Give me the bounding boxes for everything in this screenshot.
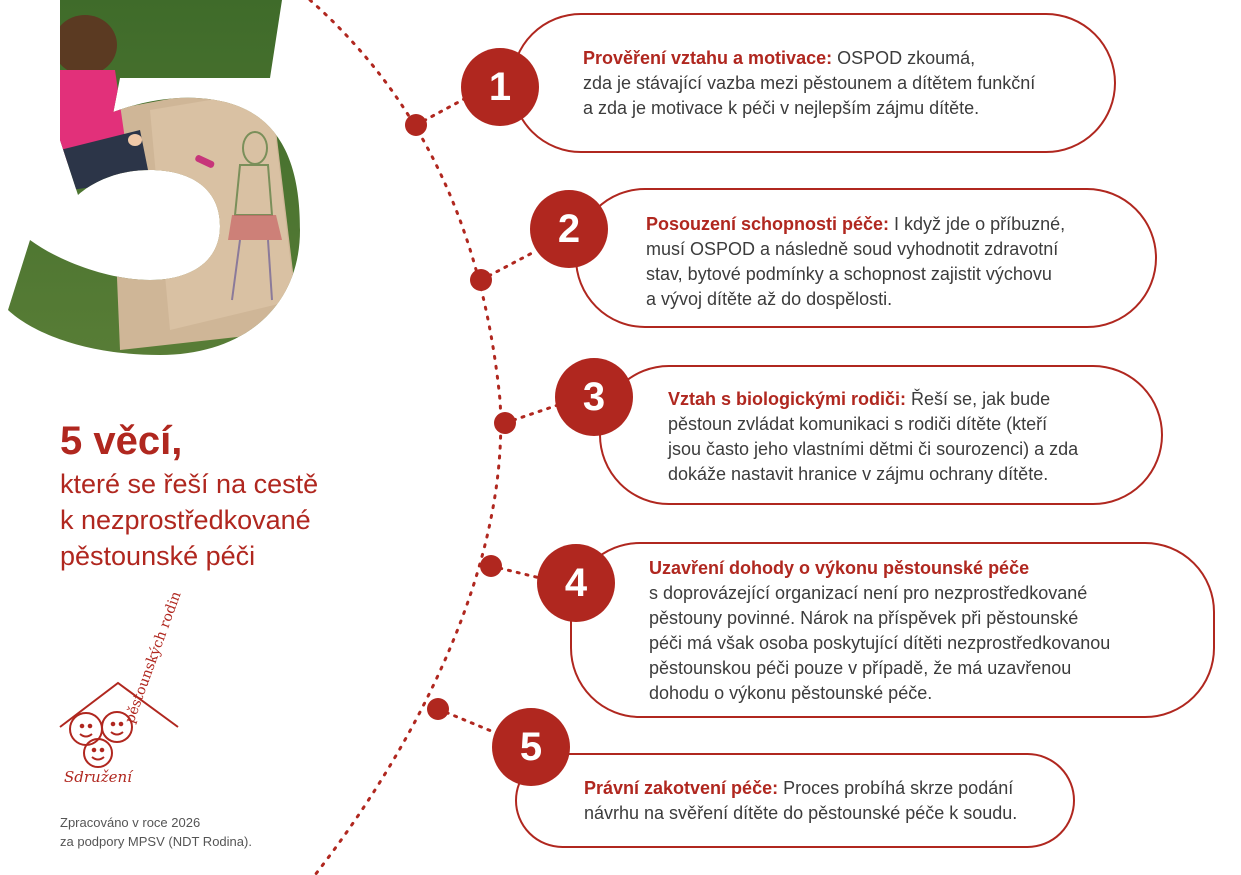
step-title-5: Právní zakotvení péče:: [584, 778, 779, 798]
step-number-5: 5: [492, 708, 570, 786]
step-line: Řeší se, jak bude: [906, 389, 1051, 409]
step-line: I když jde o příbuzné,: [889, 214, 1066, 234]
step-title-3: Vztah s biologickými rodiči:: [668, 389, 907, 409]
step-line: pěstoun zvládat komunikaci s rodiči dítěte (kteří: [668, 414, 1048, 434]
step-text-4: [649, 556, 1209, 706]
logo-arc-text: pěstounských rodin: [122, 589, 185, 726]
path-dot-1: [405, 114, 427, 136]
five-photo: [0, 0, 310, 360]
logo-bottom-text: Sdružení: [64, 768, 132, 786]
headline-subtitle-line: pěstounské péči: [60, 541, 256, 571]
step-text-2: [646, 212, 1146, 312]
step-number-2: 2: [530, 190, 608, 268]
footnote-line: Zpracováno v roce 2026: [60, 815, 201, 830]
step-title-1: Prověření vztahu a motivace:: [583, 48, 833, 68]
step-title-4: Uzavření dohody o výkonu pěstounské péče: [649, 558, 1030, 578]
footnote-line: za podpory MPSV (NDT Rodina).: [60, 834, 252, 849]
footnote: [60, 813, 360, 851]
step-line: zda je stávající vazba mezi pěstounem a dítětem funkční: [583, 73, 1036, 93]
path-dot-3: [494, 412, 516, 434]
step-line: péči má však osoba poskytující dítěti nezprostředkovanou: [649, 633, 1111, 653]
headline-subtitle-line: které se řeší na cestě: [60, 469, 319, 499]
step-line: pěstounskou péči pouze v případě, že má uzavřenou: [649, 658, 1072, 678]
headline-subtitle-line: k nezprostředkované: [60, 505, 311, 535]
step-line: návrhu na svěření dítěte do pěstounské péče k soudu.: [584, 803, 1018, 823]
step-text-3: [668, 387, 1158, 487]
step-number-3: 3: [555, 358, 633, 436]
step-text-1: [583, 46, 1093, 121]
headline: [60, 418, 390, 574]
step-line: Proces probíhá skrze podání: [778, 778, 1014, 798]
step-line: dokáže nastavit hranice v zájmu ochrany dítěte.: [668, 464, 1049, 484]
step-line: musí OSPOD a následně soud vyhodnotit zdravotní: [646, 239, 1059, 259]
path-dot-2: [470, 269, 492, 291]
path-dot-4: [480, 555, 502, 577]
step-line: OSPOD zkoumá,: [832, 48, 976, 68]
step-text-5: [584, 776, 1064, 826]
step-line: jsou často jeho vlastními dětmi či sourozenci) a zda: [668, 439, 1079, 459]
step-title-2: Posouzení schopnosti péče:: [646, 214, 890, 234]
headline-title: 5 věcí,: [60, 419, 183, 463]
step-number-4: 4: [537, 544, 615, 622]
step-line: a vývoj dítěte až do dospělosti.: [646, 289, 893, 309]
path-dot-5: [427, 698, 449, 720]
step-line: stav, bytové podmínky a schopnost zajistit výchovu: [646, 264, 1052, 284]
step-line: a zda je motivace k péči v nejlepším zájmu dítěte.: [583, 98, 980, 118]
logo-icon: [60, 683, 178, 767]
step-line: pěstouny povinné. Nárok na příspěvek při pěstounské: [649, 608, 1079, 628]
headline-subtitle: [60, 466, 390, 574]
step-line: dohodu o výkonu pěstounské péče.: [649, 683, 933, 703]
step-number-1: 1: [461, 48, 539, 126]
step-line: s doprovázející organizací není pro nezprostředkované: [649, 583, 1088, 603]
